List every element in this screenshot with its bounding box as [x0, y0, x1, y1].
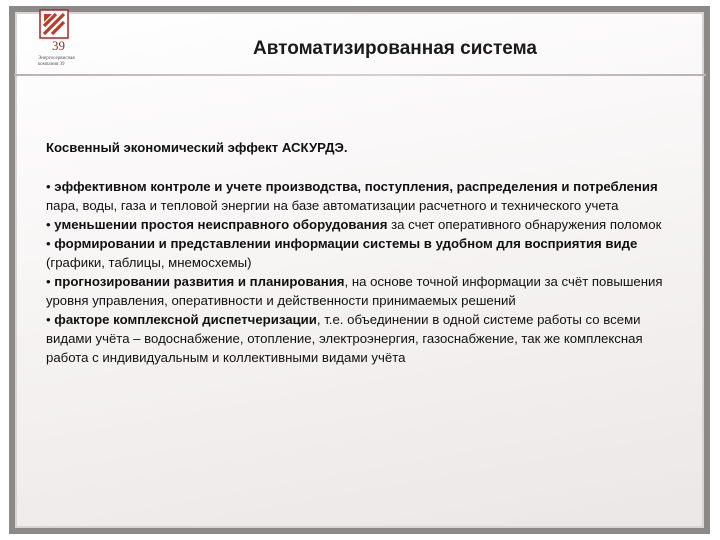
list-item [46, 177, 686, 215]
bullet: • [46, 236, 51, 251]
list-item [46, 215, 686, 234]
item-highlight: формировании и представлении информации системы в удобном для восприятия виде [54, 236, 638, 251]
item-highlight: эффективном контроле и учете производства, поступления, распределения и потребления [54, 179, 658, 194]
bullet: • [46, 179, 51, 194]
list-item [46, 272, 686, 310]
bullet: • [46, 217, 51, 232]
item-text: , т.е. объединении в одной системе работы со всеми видами учёта – водоснабжение, отопление, электроэнергия, газоснабжение, так же комплексная работа с индивидуальным и коллективными видами учёта [46, 312, 643, 365]
bullet: • [46, 274, 51, 289]
list-item [46, 234, 686, 272]
title-divider [14, 74, 706, 76]
item-text: (графики, таблицы, мнемосхемы) [46, 255, 252, 270]
item-highlight: уменьшении простоя неисправного оборудования [54, 217, 388, 232]
item-highlight: факторе комплексной диспетчеризации [54, 312, 317, 327]
content-subtitle: Косвенный экономический эффект АСКУРДЭ. [46, 140, 348, 155]
list-item [46, 310, 686, 367]
item-highlight: прогнозировании развития и планирования [54, 274, 345, 289]
logo-number: 39 [52, 38, 65, 53]
slide-title: Автоматизированная система [253, 38, 537, 59]
logo-caption: Энергосервисная компания 39 [38, 56, 75, 67]
bullet: • [46, 312, 51, 327]
item-text: , на основе точной информации за счёт повышения уровня управления, оперативности и действенности принимаемых решений [46, 274, 663, 308]
slide-content [46, 138, 686, 367]
item-text: пара, воды, газа и тепловой энергии на базе автоматизации расчетного и технического учета [46, 198, 619, 213]
item-text: за счет оперативного обнаружения поломок [387, 217, 662, 232]
